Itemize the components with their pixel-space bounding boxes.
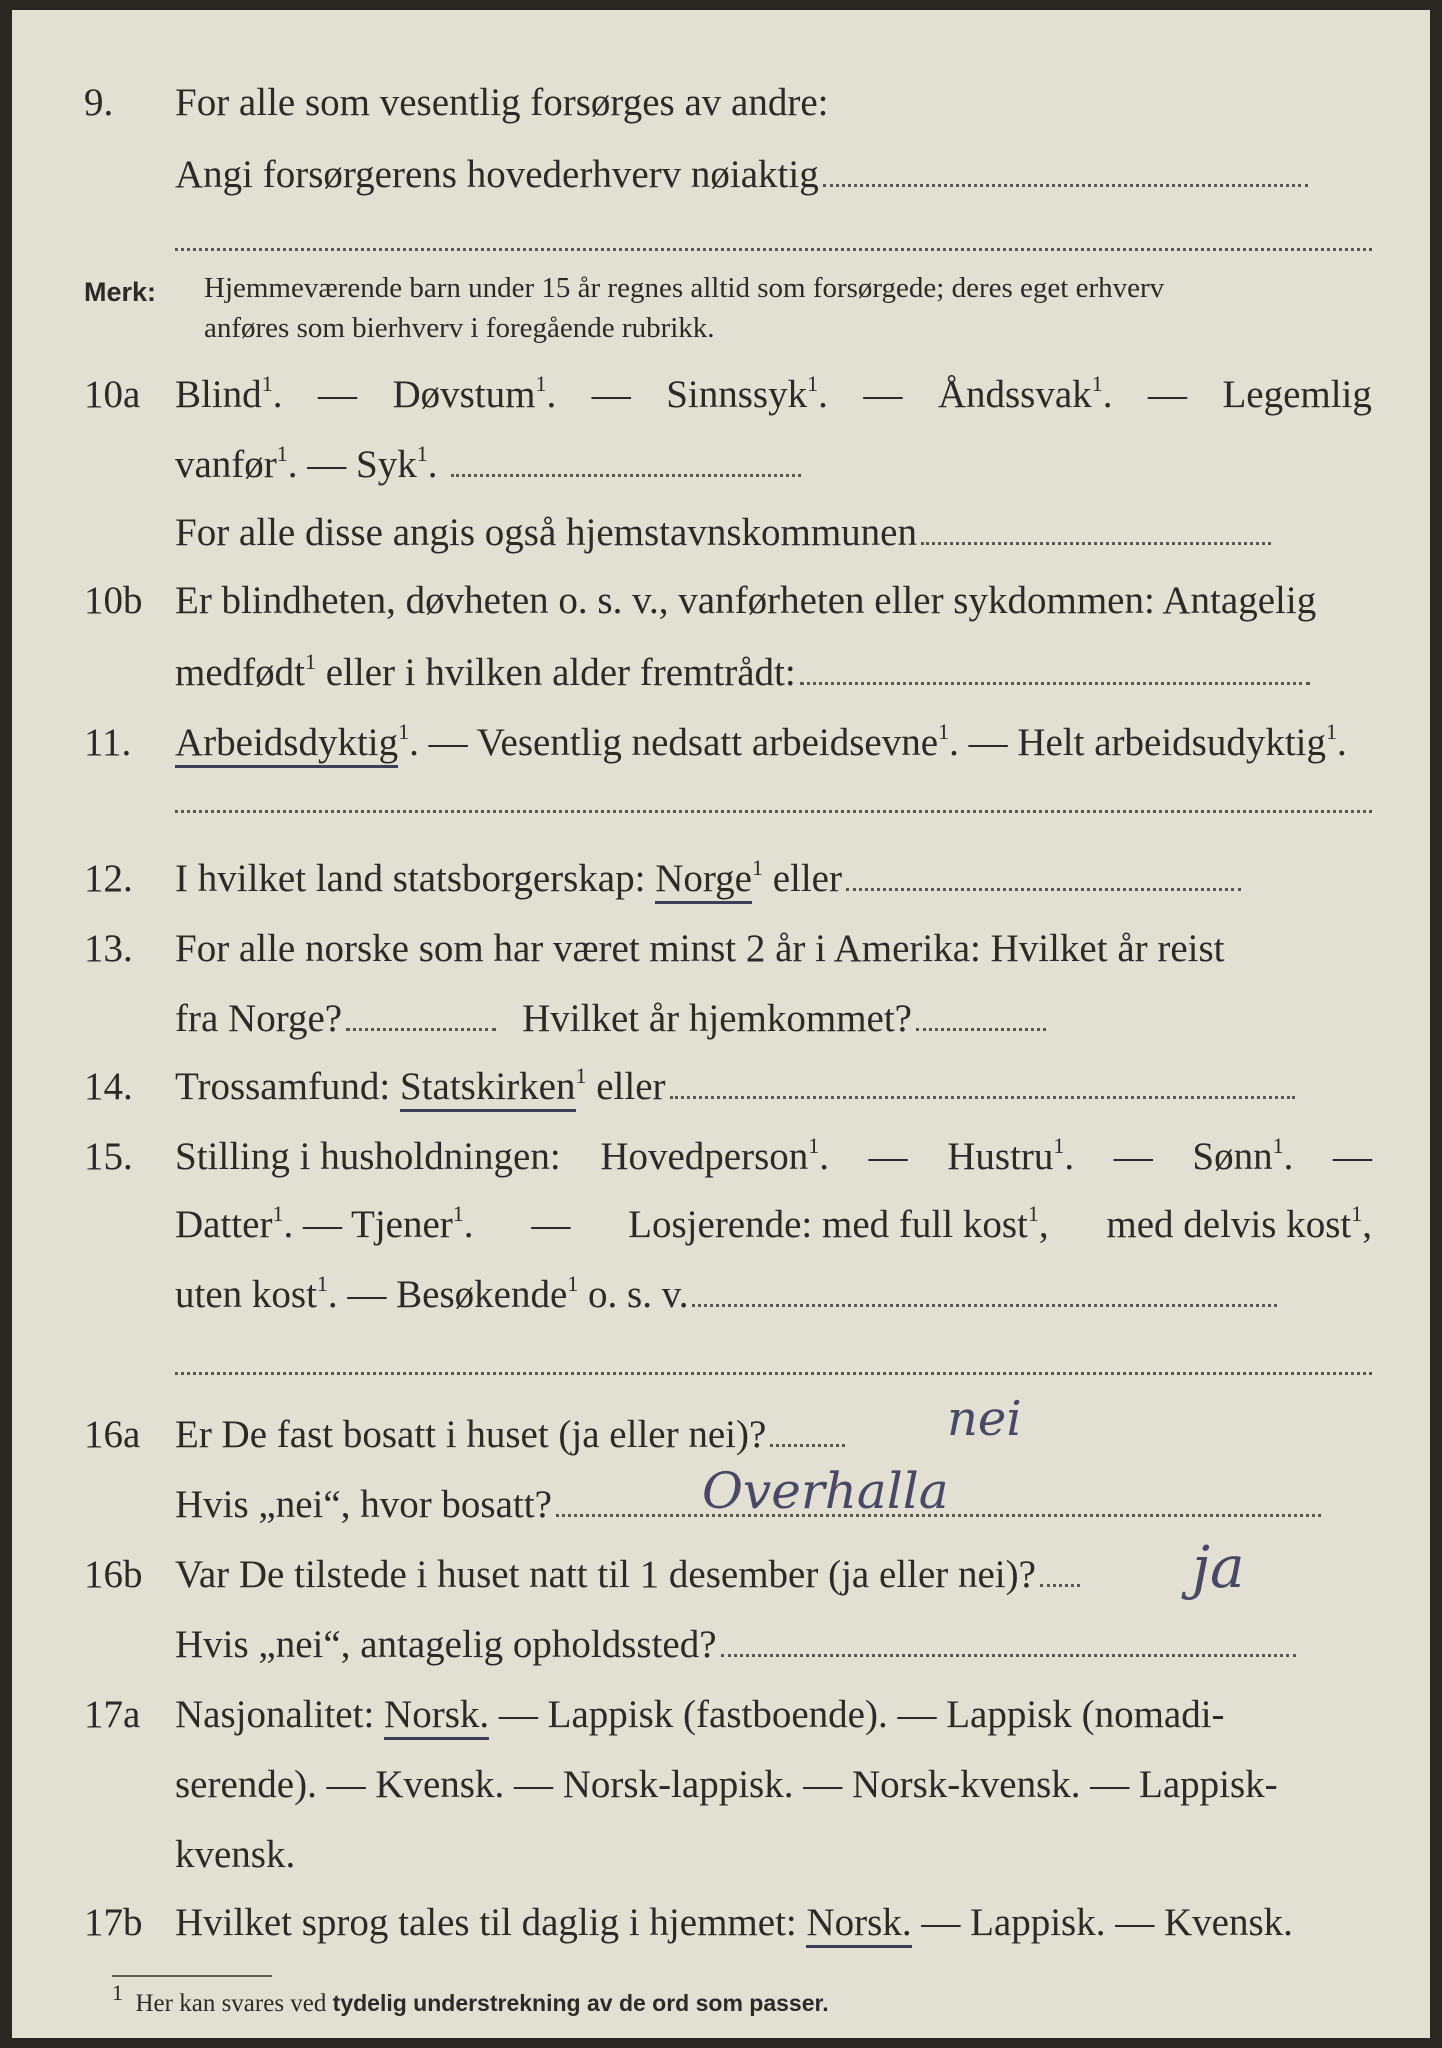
option-syk: Syk bbox=[356, 443, 417, 486]
answer-line[interactable] bbox=[175, 248, 1372, 251]
question-text: Angi forsørgerens hovederhverv nøiaktig bbox=[175, 153, 819, 196]
option-arbeidsdyktig-selected: Arbeidsdyktig bbox=[175, 721, 398, 768]
question-text: For alle som vesentlig forsørges av andre: bbox=[175, 81, 829, 124]
option-nedsatt: Vesentlig nedsatt arbeidsevne bbox=[476, 721, 939, 764]
question-number: 17a bbox=[84, 1693, 141, 1736]
census-form-page: 9. For alle som vesentlig forsørges av andre: Angi forsørgerens hovederhverv nøiaktig Merk: Hjemmeværende barn under 15 år regnes alltid som forsørgede; deres eget erhverv anføres som bierhverv i foregående rubrikk. 10a Blind$^1$. — Døvstum$^1$. — Sinnssyk$^1$. — Åndssvak$^1$. — Legemlig vanfør$^1$. — Syk$^1$. For alle disse angis også hjemstavnskommunen 10b Er blindheten, døvheten o. s. v., vanførheten eller sykdommen: Antagelig medfødt$^1$ eller i hvilken alder fremtrådt: 11. Arbeidsdyktig$^1$. — Vesentlig nedsatt arbeidsevne$^1$. — Helt arbeidsudyktig$^1$. 12. I hvilket land statsborgerskap: Norge$^1$ eller 13. For alle norske som har været minst 2 år i Amerika: Hvilket år reist fra Norge? Hvilket år hjemkommet? 14. Trossamfund: Statskirken$^1$ eller 15. Stilling i husholdningen: Hovedperson$^1$. — Hustru$^1$. — Sønn$^1$. — Datter$^1$. — Tjener$^1$. — Losjerende: med full kost$^1$, med delvis kost$^1$, uten kost$^1$. — Besøkende$^1$ o. s. v. 16a Er De fast bosatt i huset (ja eller nei)? nei Hvis „nei“, hvor bosatt? Overhalla 16b Var De tilstede i huset natt til 1 desember (ja eller nei)? ja Hvis „nei“, antagelig opholdssted? 17a Nasjonalitet: Norsk. — Lappisk (fastboende). — Lappisk (nomadi- serende). — Kvensk. — Norsk-lappisk. — Norsk-kvensk. — Lappisk- kvensk. 17b Hvilket sprog tales til daglig i hjemmet: Norsk. — Lappisk. — Kvensk. $^1$ Her kan svares ved tydelig understrekning av de ord som passer. bbox=[12, 10, 1430, 2038]
answer-line[interactable] bbox=[800, 682, 1310, 685]
question-number: 9. bbox=[84, 81, 114, 124]
answer-line[interactable] bbox=[916, 1028, 1046, 1031]
question-number: 14. bbox=[84, 1065, 133, 1108]
answer-line[interactable] bbox=[823, 184, 1308, 187]
answer-line[interactable] bbox=[175, 810, 1372, 813]
merk-line1: Hjemmeværende barn under 15 år regnes alltid som forsørgede; deres eget erhverv bbox=[204, 272, 1165, 304]
answer-line[interactable] bbox=[451, 474, 801, 477]
question-number: 16b bbox=[84, 1553, 143, 1596]
option-dovstum: Døvstum bbox=[392, 373, 536, 416]
question-number: 11. bbox=[84, 721, 132, 764]
question-number: 10b bbox=[84, 579, 143, 622]
question-number: 13. bbox=[84, 927, 133, 970]
question-text: I hvilket land statsborgerskap: bbox=[175, 857, 646, 900]
handwritten-answer: ja bbox=[1192, 1533, 1245, 1601]
option-norge-selected: Norge bbox=[655, 857, 752, 904]
answer-line[interactable] bbox=[175, 1372, 1372, 1375]
answer-line[interactable] bbox=[846, 888, 1241, 891]
footnote-rule bbox=[112, 1975, 272, 1977]
option-udyktig: Helt arbeidsudyktig bbox=[1017, 721, 1326, 764]
answer-line[interactable] bbox=[670, 1096, 1295, 1099]
question-number: 17b bbox=[84, 1901, 143, 1944]
option-andssvak: Åndssvak bbox=[937, 373, 1092, 416]
option-sinnssyk: Sinnssyk bbox=[666, 373, 808, 416]
question-number: 16a bbox=[84, 1413, 141, 1456]
answer-line[interactable] bbox=[692, 1304, 1277, 1307]
question-text: Er blindheten, døvheten o. s. v., vanførheten eller sykdommen: Antagelig bbox=[175, 579, 1317, 622]
footnote: $^1$ Her kan svares ved tydelig understrekning av de ord som passer. bbox=[112, 1979, 829, 2017]
answer-line[interactable] bbox=[770, 1444, 845, 1447]
option-norsk-selected: Norsk. bbox=[806, 1901, 911, 1948]
question-number: 15. bbox=[84, 1135, 133, 1178]
answer-line[interactable] bbox=[1040, 1584, 1080, 1587]
option-blind: Blind bbox=[175, 373, 262, 416]
option-legemlig: Legemlig bbox=[1222, 373, 1372, 416]
question-text: For alle norske som har været minst 2 år i Amerika: Hvilket år reist bbox=[175, 927, 1225, 970]
merk-label: Merk: bbox=[84, 277, 157, 307]
question-text: For alle disse angis også hjemstavnskommunen bbox=[175, 511, 917, 554]
option-vanfor: vanfør bbox=[175, 443, 277, 486]
question-number: 10a bbox=[84, 373, 141, 416]
question-number: 12. bbox=[84, 857, 133, 900]
option-statskirken-selected: Statskirken bbox=[400, 1065, 575, 1112]
answer-line[interactable] bbox=[921, 542, 1271, 545]
answer-line[interactable] bbox=[721, 1654, 1296, 1657]
handwritten-answer: Overhalla bbox=[702, 1462, 949, 1520]
option-medfodt: medfødt bbox=[175, 651, 305, 694]
handwritten-answer: nei bbox=[947, 1391, 1022, 1447]
merk-line2: anføres som bierhverv i foregående rubrikk. bbox=[204, 312, 715, 344]
option-norsk-selected: Norsk. bbox=[384, 1693, 489, 1740]
answer-line[interactable] bbox=[346, 1028, 496, 1031]
question-text: eller i hvilken alder fremtrådt: bbox=[325, 651, 796, 694]
